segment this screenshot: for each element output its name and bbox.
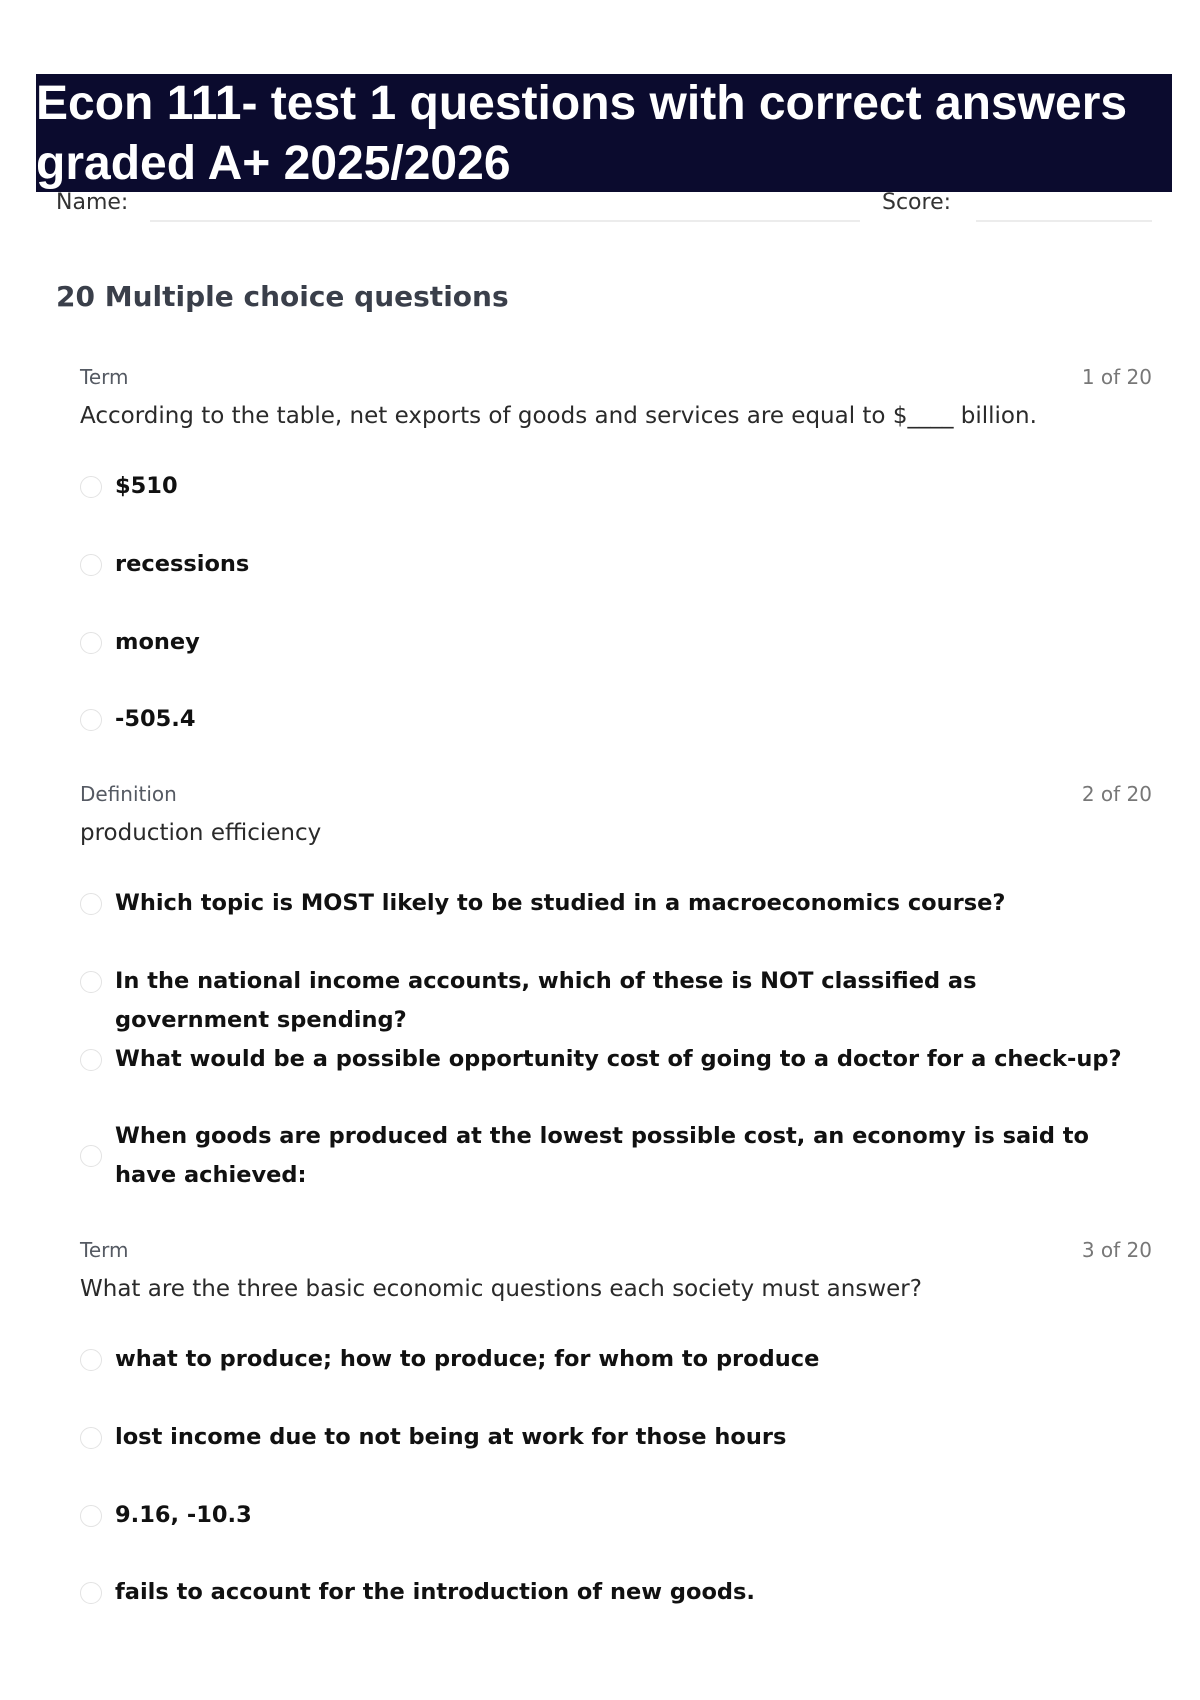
name-label: Name: [56, 190, 129, 215]
option-label: In the national income accounts, which of these is NOT classified as government spending? [115, 968, 977, 1033]
radio-button[interactable] [80, 1049, 102, 1071]
score-field-line[interactable] [976, 220, 1152, 222]
option-label: What would be a possible opportunity cost of going to a doctor for a check-up? [115, 1046, 1122, 1072]
name-score-row [0, 190, 1200, 226]
option-label: lost income due to not being at work for those hours [115, 1424, 787, 1450]
option-label: 9.16, -10.3 [115, 1502, 252, 1528]
section-heading: 20 Multiple choice questions [56, 280, 509, 313]
radio-button[interactable] [80, 1582, 102, 1604]
option-label: what to produce; how to produce; for whom to produce [115, 1346, 820, 1372]
option-label: recessions [115, 551, 250, 577]
question-counter: 2 of 20 [1081, 782, 1152, 806]
name-field-line[interactable] [150, 220, 860, 222]
option-label: fails to account for the introduction of new goods. [115, 1579, 755, 1605]
question-type: Definition [80, 782, 177, 806]
radio-button[interactable] [80, 476, 102, 498]
radio-button[interactable] [80, 1505, 102, 1527]
radio-button[interactable] [80, 1427, 102, 1449]
option-label: When goods are produced at the lowest possible cost, an economy is said to have achieved: [115, 1123, 1090, 1188]
radio-button[interactable] [80, 1145, 102, 1167]
option-label: $510 [115, 473, 178, 499]
radio-button[interactable] [80, 893, 102, 915]
option-label: money [115, 629, 200, 655]
question-type: Term [80, 1238, 129, 1262]
radio-button[interactable] [80, 971, 102, 993]
score-label: Score: [882, 190, 952, 215]
radio-button[interactable] [80, 709, 102, 731]
radio-button[interactable] [80, 554, 102, 576]
page-title: Econ 111- test 1 questions with correct answers graded A+ 2025/2026 [36, 77, 1128, 190]
question-prompt: production efficiency [80, 820, 322, 846]
radio-button[interactable] [80, 632, 102, 654]
question-prompt: According to the table, net exports of goods and services are equal to $____ billion. [80, 403, 1037, 429]
question-counter: 1 of 20 [1081, 365, 1152, 389]
question-type: Term [80, 365, 129, 389]
option-label: Which topic is MOST likely to be studied in a macroeconomics course? [115, 890, 1006, 916]
option-label: -505.4 [115, 706, 196, 732]
radio-button[interactable] [80, 1349, 102, 1371]
question-prompt: What are the three basic economic questions each society must answer? [80, 1276, 922, 1302]
question-counter: 3 of 20 [1081, 1238, 1152, 1262]
